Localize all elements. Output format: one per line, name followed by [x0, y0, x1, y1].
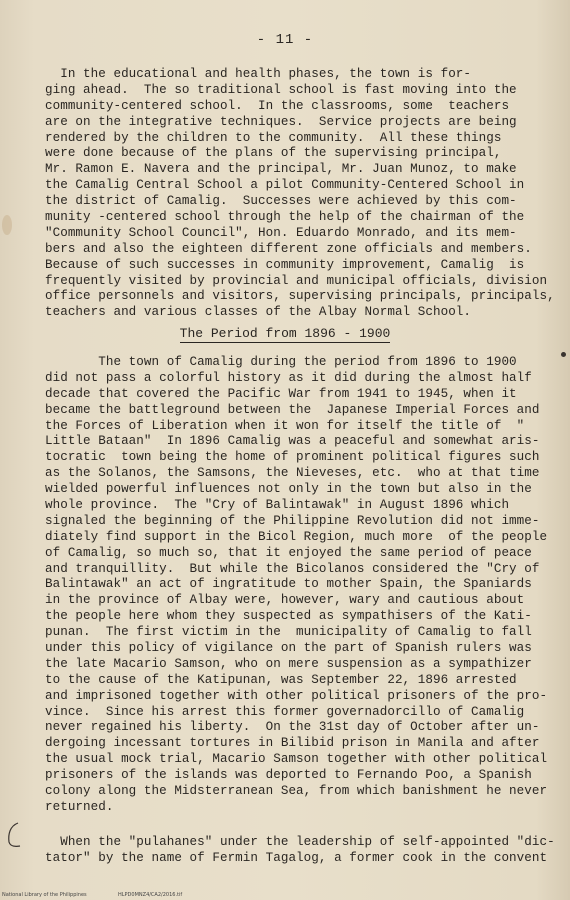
text-line: dergoing incessant tortures in Bilibid prison in Manila and after [45, 736, 540, 751]
section-heading-text: The Period from 1896 - 1900 [179, 326, 391, 341]
text-line: prisoners of the islands was deported to Fernando Poo, a Spanish [45, 768, 532, 783]
text-line: were done because of the plans of the supervising principal, [45, 146, 502, 161]
text-line: became the battleground between the Japanese Imperial Forces and [45, 402, 540, 417]
text-line: the district of Camalig. Successes were achieved by this com- [45, 194, 517, 209]
text-line: are on the integrative techniques. Service projects are being [45, 114, 517, 129]
text-line: teachers and various classes of the Albay Normal School. [45, 305, 472, 320]
text-line: decade that covered the Pacific War from 1941 to 1945, when it [45, 386, 517, 401]
text-line: and imprisoned together with other political prisoners of the pro- [45, 688, 548, 703]
text-line: never regained his liberty. On the 31st day of October after un- [45, 720, 540, 735]
text-line: colony along the Midsterranean Sea, from which banishment he never [45, 784, 548, 799]
text-line: and tranquillity. But while the Bicolanos considered the "Cry of [45, 561, 540, 576]
text-line: whole province. The "Cry of Balintawak" in August 1896 which [45, 498, 510, 513]
text-line: frequently visited by provincial and municipal officials, division [45, 273, 548, 288]
text-line: bers and also the eighteen different zone officials and members. [45, 241, 532, 256]
text-line: under this policy of vigilance on the part of Spanish rulers was [45, 641, 532, 656]
text-line: rendered by the children to the community. All these things [45, 130, 502, 145]
paragraph-pulahanes [45, 835, 555, 867]
footer-source: National Library of the Philippines [2, 892, 87, 898]
text-line: Mr. Ramon E. Navera and the principal, Mr. Juan Munoz, to make [45, 162, 517, 177]
margin-bracket-mark [4, 820, 24, 850]
text-line: munity -centered school through the help of the chairman of the [45, 210, 525, 225]
text-line: the late Macario Samson, who on mere suspension as a sympathizer [45, 656, 532, 671]
text-line: diately find support in the Bicol Region, much more of the people [45, 529, 548, 544]
section-heading [0, 326, 570, 341]
text-line: "Community School Council", Hon. Eduardo Monrado, and its mem- [45, 225, 517, 240]
text-line: the people here whom they suspected as sympathisers of the Kati- [45, 609, 532, 624]
text-line: of Camalig, so much so, that it enjoyed the same period of peace [45, 545, 532, 560]
text-line: Because of such successes in community improvement, Camalig is [45, 257, 525, 272]
text-line: office personnels and visitors, supervising principals, principals, [45, 289, 555, 304]
footer-file: HLPD0MNZ4/CA2/2016.tif [118, 892, 183, 898]
text-line: in the province of Albay were, however, wary and cautious about [45, 593, 525, 608]
text-line: as the Solanos, the Samsons, the Nieveses, etc. who at that time [45, 466, 540, 481]
text-line: returned. [45, 799, 114, 814]
text-line: punan. The first victim in the municipality of Camalig to fall [45, 625, 532, 640]
text-line: vince. Since his arrest this former governadorcillo of Camalig [45, 704, 525, 719]
text-line: The town of Camalig during the period from 1896 to 1900 [45, 355, 517, 369]
text-line: Little Bataan" In 1896 Camalig was a peaceful and somewhat aris- [45, 434, 540, 449]
paragraph-period-1896-1900 [45, 355, 548, 816]
text-line: community-centered school. In the classrooms, some teachers [45, 98, 510, 113]
text-line: to the cause of the Katipunan, was September 22, 1896 arrested [45, 672, 517, 687]
text-line: In the educational and health phases, the town is for- [45, 67, 472, 81]
text-line: signaled the beginning of the Philippine Revolution did not imme- [45, 513, 540, 528]
paper-stain [2, 215, 12, 235]
text-line: the usual mock trial, Macario Samson together with other political [45, 752, 548, 767]
text-line: did not pass a colorful history as it did during the almost half [45, 370, 532, 385]
text-line: ging ahead. The so traditional school is fast moving into the [45, 82, 517, 97]
text-line: the Camalig Central School a pilot Community-Centered School in [45, 178, 525, 193]
text-line: the Forces of Liberation when it won for itself the title of " [45, 418, 525, 433]
text-line: tocratic town being the home of prominent political figures such [45, 450, 540, 465]
page-number: - 11 - [256, 32, 314, 48]
edge-mark [561, 352, 566, 357]
paragraph-education [45, 67, 555, 321]
text-line: Balintawak" an act of ingratitude to mother Spain, the Spaniards [45, 577, 532, 592]
text-line: When the "pulahanes" under the leadership of self-appointed "dic- [45, 835, 555, 849]
text-line: tator" by the name of Fermin Tagalog, a former cook in the convent [45, 850, 548, 865]
text-line: wielded powerful influences not only in the town but also in the [45, 482, 532, 497]
